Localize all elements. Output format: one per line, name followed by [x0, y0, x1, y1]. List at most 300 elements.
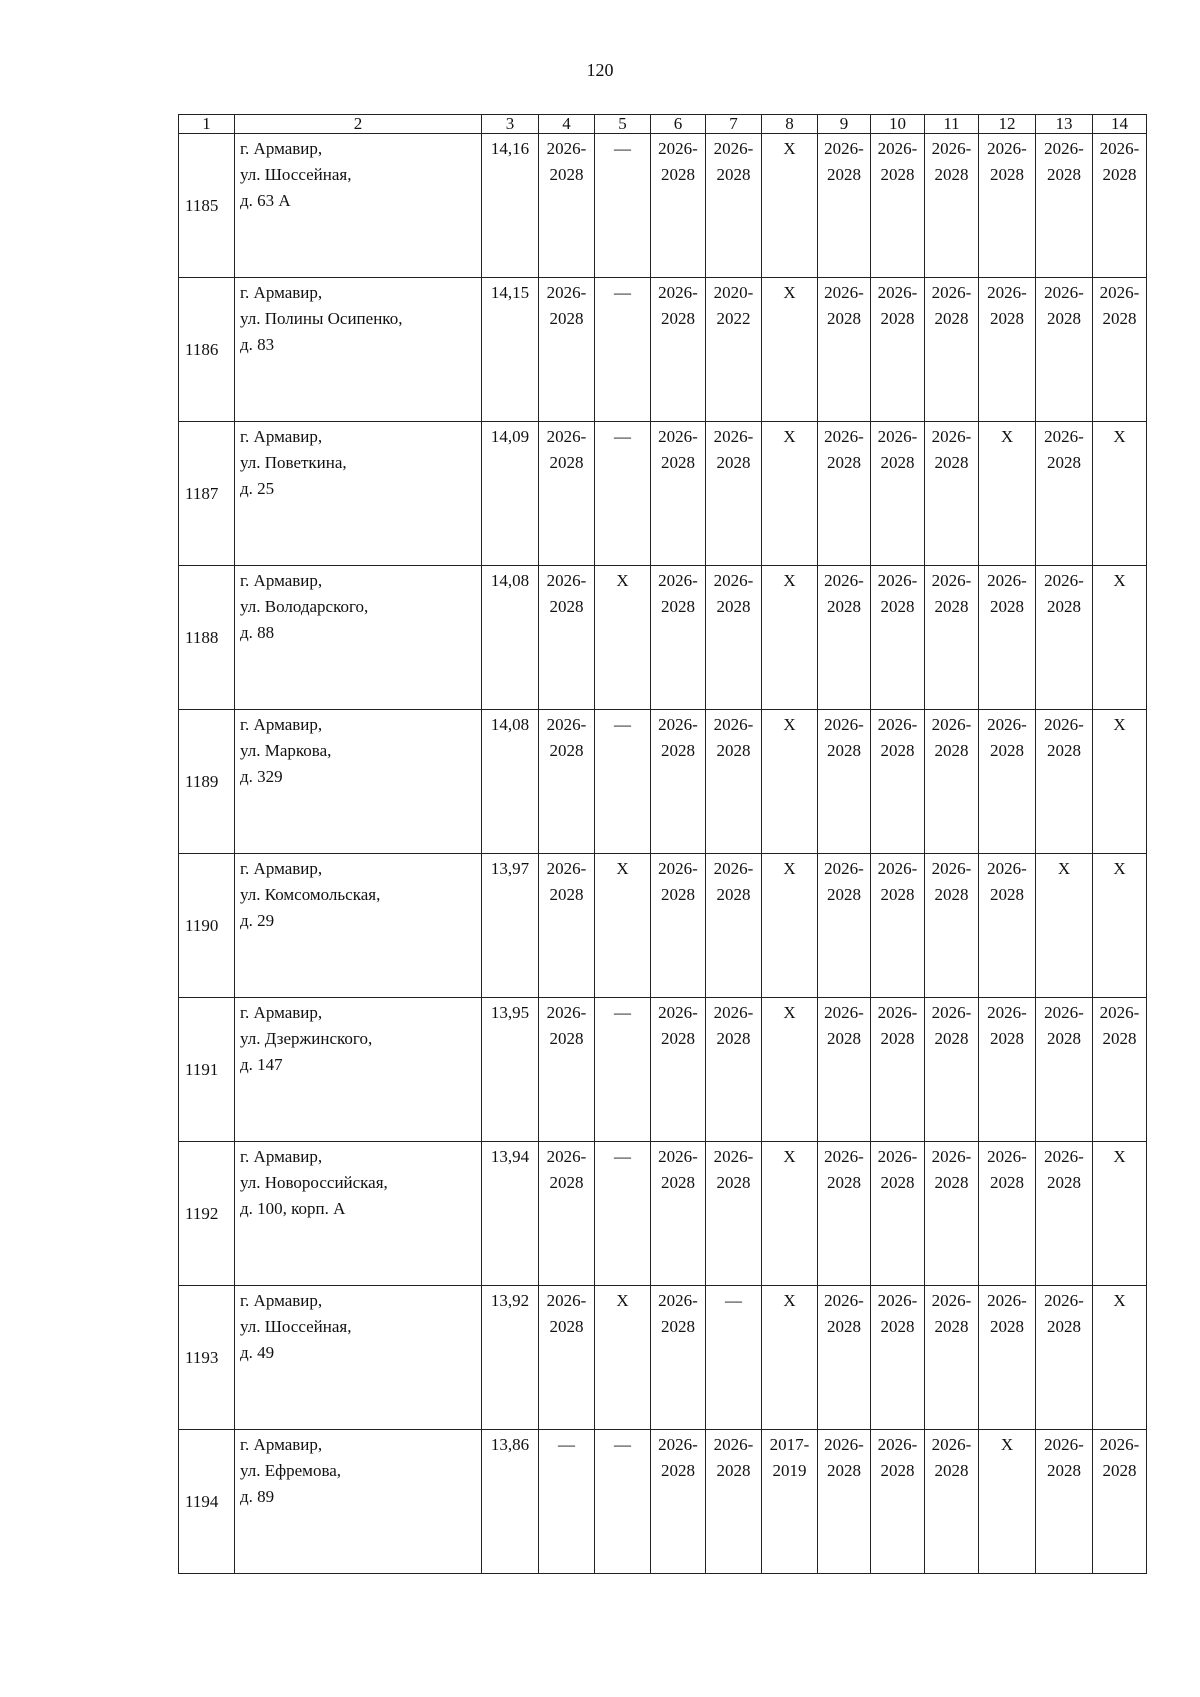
period-line: 2026-	[546, 139, 587, 158]
period-line: 2026-	[877, 1291, 918, 1310]
address-line: ул. Новороссийская,	[240, 1173, 388, 1192]
address-cell	[235, 854, 482, 998]
period-line: 2026-	[713, 139, 754, 158]
period-line: 2028	[934, 1173, 969, 1192]
period-line: 2026-	[1044, 1435, 1084, 1454]
area-cell: 13,95	[482, 998, 539, 1142]
column-header: 12	[979, 115, 1036, 134]
period-cell	[706, 854, 762, 998]
period-cell	[925, 566, 979, 710]
period-cell	[871, 134, 925, 278]
period-line: 2028	[661, 1173, 695, 1192]
period-line: 2028	[549, 1029, 584, 1048]
period-line: 2026-	[877, 571, 918, 590]
period-line: 2026-	[546, 571, 587, 590]
period-line: 2028	[549, 885, 584, 904]
period-line: 2028	[990, 741, 1024, 760]
period-cell	[818, 278, 871, 422]
period-cell	[595, 710, 651, 854]
period-line: 2028	[827, 741, 861, 760]
period-line: 2026-	[987, 139, 1027, 158]
column-header: 8	[762, 115, 818, 134]
address-line: д. 88	[240, 623, 275, 642]
period-line: Х	[1113, 571, 1126, 590]
period-line: 2028	[880, 1317, 915, 1336]
period-cell	[871, 1142, 925, 1286]
period-line: 2026-	[658, 283, 698, 302]
period-cell	[871, 278, 925, 422]
period-line: 2026-	[931, 283, 972, 302]
period-cell	[762, 1142, 818, 1286]
period-line: 2028	[1047, 309, 1081, 328]
period-cell	[979, 1286, 1036, 1430]
address-line: г. Армавир,	[240, 571, 323, 590]
period-line: 2026-	[824, 715, 864, 734]
period-line: 2028	[549, 1173, 584, 1192]
period-cell	[651, 1142, 706, 1286]
period-line: Х	[783, 859, 796, 878]
period-cell	[1036, 1430, 1093, 1574]
period-line: 2019	[772, 1461, 807, 1480]
period-line: 2026-	[1099, 139, 1140, 158]
address-line: ул. Полины Осипенко,	[240, 309, 403, 328]
period-line: 2028	[1047, 165, 1081, 184]
area-cell: 14,16	[482, 134, 539, 278]
period-line: 2028	[716, 885, 751, 904]
row-number: 1187	[179, 422, 235, 566]
period-line: 2028	[934, 1317, 969, 1336]
period-line: Х	[1000, 427, 1014, 446]
address-line: г. Армавир,	[240, 1435, 323, 1454]
period-line: 2026-	[658, 859, 698, 878]
period-line: 2028	[1047, 1461, 1081, 1480]
period-line: 2026-	[931, 1291, 972, 1310]
period-cell	[1093, 566, 1147, 710]
period-line: 2028	[1047, 597, 1081, 616]
period-line: 2028	[934, 453, 969, 472]
registry-table	[178, 114, 1147, 1574]
period-line: 2026-	[987, 859, 1027, 878]
period-line: —	[725, 1291, 742, 1310]
period-cell	[539, 1286, 595, 1430]
period-line: 2017-	[769, 1435, 810, 1454]
column-header: 7	[706, 115, 762, 134]
period-line: Х	[783, 1147, 796, 1166]
address-line: г. Армавир,	[240, 715, 323, 734]
period-line: 2028	[934, 1461, 969, 1480]
period-line: 2026-	[658, 1147, 698, 1166]
period-line: 2028	[1047, 1029, 1081, 1048]
address-cell	[235, 998, 482, 1142]
period-cell	[871, 854, 925, 998]
address-line: д. 147	[240, 1055, 283, 1074]
address-line: г. Армавир,	[240, 427, 323, 446]
period-cell	[925, 278, 979, 422]
period-cell	[1093, 1286, 1147, 1430]
period-line: 2028	[827, 309, 861, 328]
period-line: Х	[1113, 859, 1126, 878]
period-line: 2028	[549, 453, 584, 472]
period-cell	[762, 566, 818, 710]
period-cell	[871, 422, 925, 566]
period-line: Х	[1113, 715, 1126, 734]
period-line: —	[614, 1435, 631, 1454]
period-cell	[595, 1286, 651, 1430]
period-cell	[651, 1430, 706, 1574]
address-line: г. Армавир,	[240, 139, 323, 158]
period-line: 2028	[934, 885, 969, 904]
row-number: 1191	[179, 998, 235, 1142]
period-cell	[595, 854, 651, 998]
period-line: 2026-	[1044, 1147, 1084, 1166]
period-line: 2028	[549, 1317, 584, 1336]
address-line: г. Армавир,	[240, 859, 323, 878]
period-line: 2026-	[931, 859, 972, 878]
period-line: 2028	[661, 1029, 695, 1048]
table-row	[179, 278, 1147, 422]
period-cell	[539, 710, 595, 854]
period-line: 2028	[827, 1317, 861, 1336]
period-cell	[979, 566, 1036, 710]
period-cell	[979, 1430, 1036, 1574]
period-line: 2028	[1047, 1317, 1081, 1336]
period-cell	[706, 1430, 762, 1574]
table-row	[179, 998, 1147, 1142]
period-line: Х	[1113, 427, 1126, 446]
column-header: 13	[1036, 115, 1093, 134]
address-line: ул. Володарского,	[240, 597, 369, 616]
period-line: Х	[783, 283, 796, 302]
period-cell	[651, 998, 706, 1142]
period-line: 2026-	[987, 715, 1027, 734]
period-line: 2028	[1102, 1461, 1137, 1480]
table-row	[179, 1142, 1147, 1286]
row-number: 1192	[179, 1142, 235, 1286]
period-line: 2028	[661, 165, 695, 184]
period-cell	[925, 134, 979, 278]
period-line: —	[614, 1147, 631, 1166]
address-line: д. 100, корп. А	[240, 1199, 346, 1218]
period-line: 2028	[716, 741, 751, 760]
area-cell: 13,97	[482, 854, 539, 998]
period-line: 2026-	[546, 1003, 587, 1022]
period-cell	[539, 854, 595, 998]
period-line: 2026-	[824, 139, 864, 158]
address-line: ул. Дзержинского,	[240, 1029, 373, 1048]
period-cell	[762, 1430, 818, 1574]
row-number: 1190	[179, 854, 235, 998]
period-line: 2028	[1102, 165, 1137, 184]
period-cell	[762, 710, 818, 854]
period-line: 2026-	[877, 715, 918, 734]
period-cell	[539, 278, 595, 422]
address-cell	[235, 422, 482, 566]
period-line: Х	[616, 859, 629, 878]
period-line: 2026-	[713, 1435, 754, 1454]
table-row	[179, 710, 1147, 854]
period-line: 2028	[827, 1173, 861, 1192]
column-header: 4	[539, 115, 595, 134]
header-row	[179, 115, 1147, 134]
period-cell	[762, 854, 818, 998]
address-line: г. Армавир,	[240, 1003, 323, 1022]
address-line: д. 329	[240, 767, 283, 786]
period-line: 2028	[716, 453, 751, 472]
period-line: 2028	[661, 1461, 695, 1480]
period-cell	[979, 710, 1036, 854]
period-cell	[595, 1430, 651, 1574]
period-cell	[871, 710, 925, 854]
period-line: Х	[1057, 859, 1071, 878]
period-line: 2026-	[713, 427, 754, 446]
period-line: 2028	[716, 1029, 751, 1048]
period-line: 2026-	[931, 427, 972, 446]
period-cell	[706, 1286, 762, 1430]
address-cell	[235, 1430, 482, 1574]
period-cell	[925, 1142, 979, 1286]
period-cell	[1036, 854, 1093, 998]
period-line: 2026-	[931, 715, 972, 734]
period-cell	[925, 998, 979, 1142]
period-line: 2026-	[877, 427, 918, 446]
period-cell	[1036, 1142, 1093, 1286]
page-number: 120	[586, 60, 614, 80]
period-line: 2026-	[1044, 1003, 1084, 1022]
table-row	[179, 422, 1147, 566]
period-line: 2026-	[658, 139, 698, 158]
period-cell	[1036, 998, 1093, 1142]
area-cell: 14,09	[482, 422, 539, 566]
period-cell	[979, 422, 1036, 566]
period-line: 2026-	[877, 859, 918, 878]
column-header: 1	[179, 115, 235, 134]
area-cell: 13,94	[482, 1142, 539, 1286]
table-row	[179, 134, 1147, 278]
address-line: д. 89	[240, 1487, 275, 1506]
address-line: ул. Шоссейная,	[240, 1317, 352, 1336]
period-cell	[925, 1430, 979, 1574]
period-cell	[1036, 134, 1093, 278]
period-cell	[1093, 1430, 1147, 1574]
period-cell	[1036, 1286, 1093, 1430]
period-cell	[706, 1142, 762, 1286]
period-line: Х	[783, 715, 796, 734]
period-line: 2026-	[713, 859, 754, 878]
period-line: 2028	[990, 597, 1024, 616]
period-line: 2026-	[931, 1435, 972, 1454]
address-cell	[235, 134, 482, 278]
column-header: 2	[235, 115, 482, 134]
period-line: 2026-	[546, 1291, 587, 1310]
period-line: 2026-	[658, 1435, 698, 1454]
period-cell	[871, 998, 925, 1142]
period-cell	[651, 710, 706, 854]
address-line: г. Армавир,	[240, 283, 323, 302]
period-line: 2026-	[931, 139, 972, 158]
period-line: 2028	[827, 885, 861, 904]
address-line: г. Армавир,	[240, 1291, 323, 1310]
period-line: —	[614, 715, 631, 734]
period-cell	[539, 1430, 595, 1574]
period-line: 2026-	[1099, 1003, 1140, 1022]
period-cell	[762, 422, 818, 566]
period-cell	[818, 1286, 871, 1430]
row-number: 1185	[179, 134, 235, 278]
period-cell	[539, 134, 595, 278]
period-cell	[979, 134, 1036, 278]
period-line: 2028	[990, 165, 1024, 184]
table-row	[179, 1430, 1147, 1574]
period-line: 2026-	[824, 1003, 864, 1022]
period-line: 2026-	[713, 571, 754, 590]
period-cell	[651, 134, 706, 278]
period-line: 2028	[1102, 1029, 1137, 1048]
period-line: 2028	[880, 165, 915, 184]
period-line: 2026-	[877, 1147, 918, 1166]
period-line: 2022	[716, 309, 751, 328]
period-line: 2028	[880, 885, 915, 904]
address-line: г. Армавир,	[240, 1147, 323, 1166]
period-line: 2020-	[713, 283, 754, 302]
period-line: 2028	[934, 597, 969, 616]
period-line: —	[614, 139, 631, 158]
address-line: ул. Комсомольская,	[240, 885, 381, 904]
period-line: Х	[783, 427, 796, 446]
period-line: 2028	[990, 309, 1024, 328]
period-line: 2026-	[877, 1003, 918, 1022]
period-line: 2026-	[824, 571, 864, 590]
period-line: 2026-	[987, 283, 1027, 302]
period-cell	[595, 422, 651, 566]
address-line: д. 29	[240, 911, 275, 930]
period-line: 2028	[661, 453, 695, 472]
column-header: 11	[925, 115, 979, 134]
period-line: 2028	[880, 1461, 915, 1480]
period-cell	[762, 278, 818, 422]
row-number: 1189	[179, 710, 235, 854]
period-line: 2026-	[824, 1291, 864, 1310]
area-cell: 14,08	[482, 566, 539, 710]
address-cell	[235, 566, 482, 710]
period-cell	[979, 278, 1036, 422]
period-line: 2026-	[824, 1147, 864, 1166]
period-cell	[706, 134, 762, 278]
table-row	[179, 854, 1147, 998]
period-cell	[818, 854, 871, 998]
period-cell	[595, 1142, 651, 1286]
period-line: 2028	[716, 165, 751, 184]
period-line: —	[558, 1435, 575, 1454]
table-row	[179, 1286, 1147, 1430]
address-cell	[235, 710, 482, 854]
period-line: Х	[616, 1291, 629, 1310]
period-cell	[1036, 422, 1093, 566]
period-line: 2028	[716, 1461, 751, 1480]
period-line: 2026-	[546, 859, 587, 878]
period-line: 2028	[827, 1461, 861, 1480]
period-line: 2026-	[987, 571, 1027, 590]
period-line: 2028	[880, 1029, 915, 1048]
address-line: д. 63 А	[240, 191, 291, 210]
address-cell	[235, 1286, 482, 1430]
period-cell	[651, 278, 706, 422]
row-number: 1188	[179, 566, 235, 710]
period-line: 2026-	[987, 1291, 1027, 1310]
period-line: 2026-	[1044, 1291, 1084, 1310]
period-cell	[1093, 278, 1147, 422]
period-cell	[706, 998, 762, 1142]
period-line: 2028	[990, 1173, 1024, 1192]
period-cell	[818, 134, 871, 278]
period-line: 2026-	[987, 1003, 1027, 1022]
period-line: 2026-	[546, 1147, 587, 1166]
address-line: ул. Маркова,	[240, 741, 332, 760]
period-line: 2026-	[1044, 139, 1084, 158]
period-line: 2028	[549, 597, 584, 616]
period-cell	[706, 566, 762, 710]
period-line: Х	[1000, 1435, 1014, 1454]
period-line: 2026-	[658, 571, 698, 590]
period-line: 2026-	[1044, 427, 1084, 446]
period-line: 2026-	[824, 1435, 864, 1454]
row-number: 1194	[179, 1430, 235, 1574]
period-line: 2026-	[877, 139, 918, 158]
period-cell	[706, 422, 762, 566]
period-line: 2026-	[824, 427, 864, 446]
area-cell: 13,86	[482, 1430, 539, 1574]
period-line: Х	[616, 571, 629, 590]
period-line: 2028	[934, 309, 969, 328]
period-line: Х	[1113, 1291, 1126, 1310]
period-line: 2028	[934, 165, 969, 184]
period-line: 2026-	[1044, 715, 1084, 734]
period-cell	[818, 1142, 871, 1286]
column-header: 14	[1093, 115, 1147, 134]
period-line: 2028	[661, 885, 695, 904]
column-header: 6	[651, 115, 706, 134]
area-cell: 14,08	[482, 710, 539, 854]
period-cell	[651, 422, 706, 566]
period-line: 2026-	[546, 427, 587, 446]
period-line: 2026-	[546, 715, 587, 734]
period-cell	[1093, 1142, 1147, 1286]
column-header: 5	[595, 115, 651, 134]
period-cell	[595, 134, 651, 278]
address-line: ул. Ефремова,	[240, 1461, 342, 1480]
period-line: 2026-	[713, 1003, 754, 1022]
period-line: Х	[783, 1003, 796, 1022]
period-line: 2028	[549, 741, 584, 760]
period-line: 2026-	[824, 859, 864, 878]
period-cell	[595, 278, 651, 422]
period-cell	[762, 1286, 818, 1430]
column-header: 9	[818, 115, 871, 134]
period-line: 2026-	[713, 715, 754, 734]
period-line: 2028	[827, 453, 861, 472]
area-cell: 13,92	[482, 1286, 539, 1430]
period-cell	[979, 998, 1036, 1142]
period-cell	[1093, 422, 1147, 566]
period-line: Х	[1113, 1147, 1126, 1166]
period-line: 2028	[990, 885, 1024, 904]
period-cell	[979, 1142, 1036, 1286]
period-line: 2026-	[713, 1147, 754, 1166]
period-line: 2026-	[546, 283, 587, 302]
period-cell	[1093, 710, 1147, 854]
period-line: 2028	[549, 309, 584, 328]
period-line: 2028	[827, 1029, 861, 1048]
period-line: 2028	[661, 1317, 695, 1336]
